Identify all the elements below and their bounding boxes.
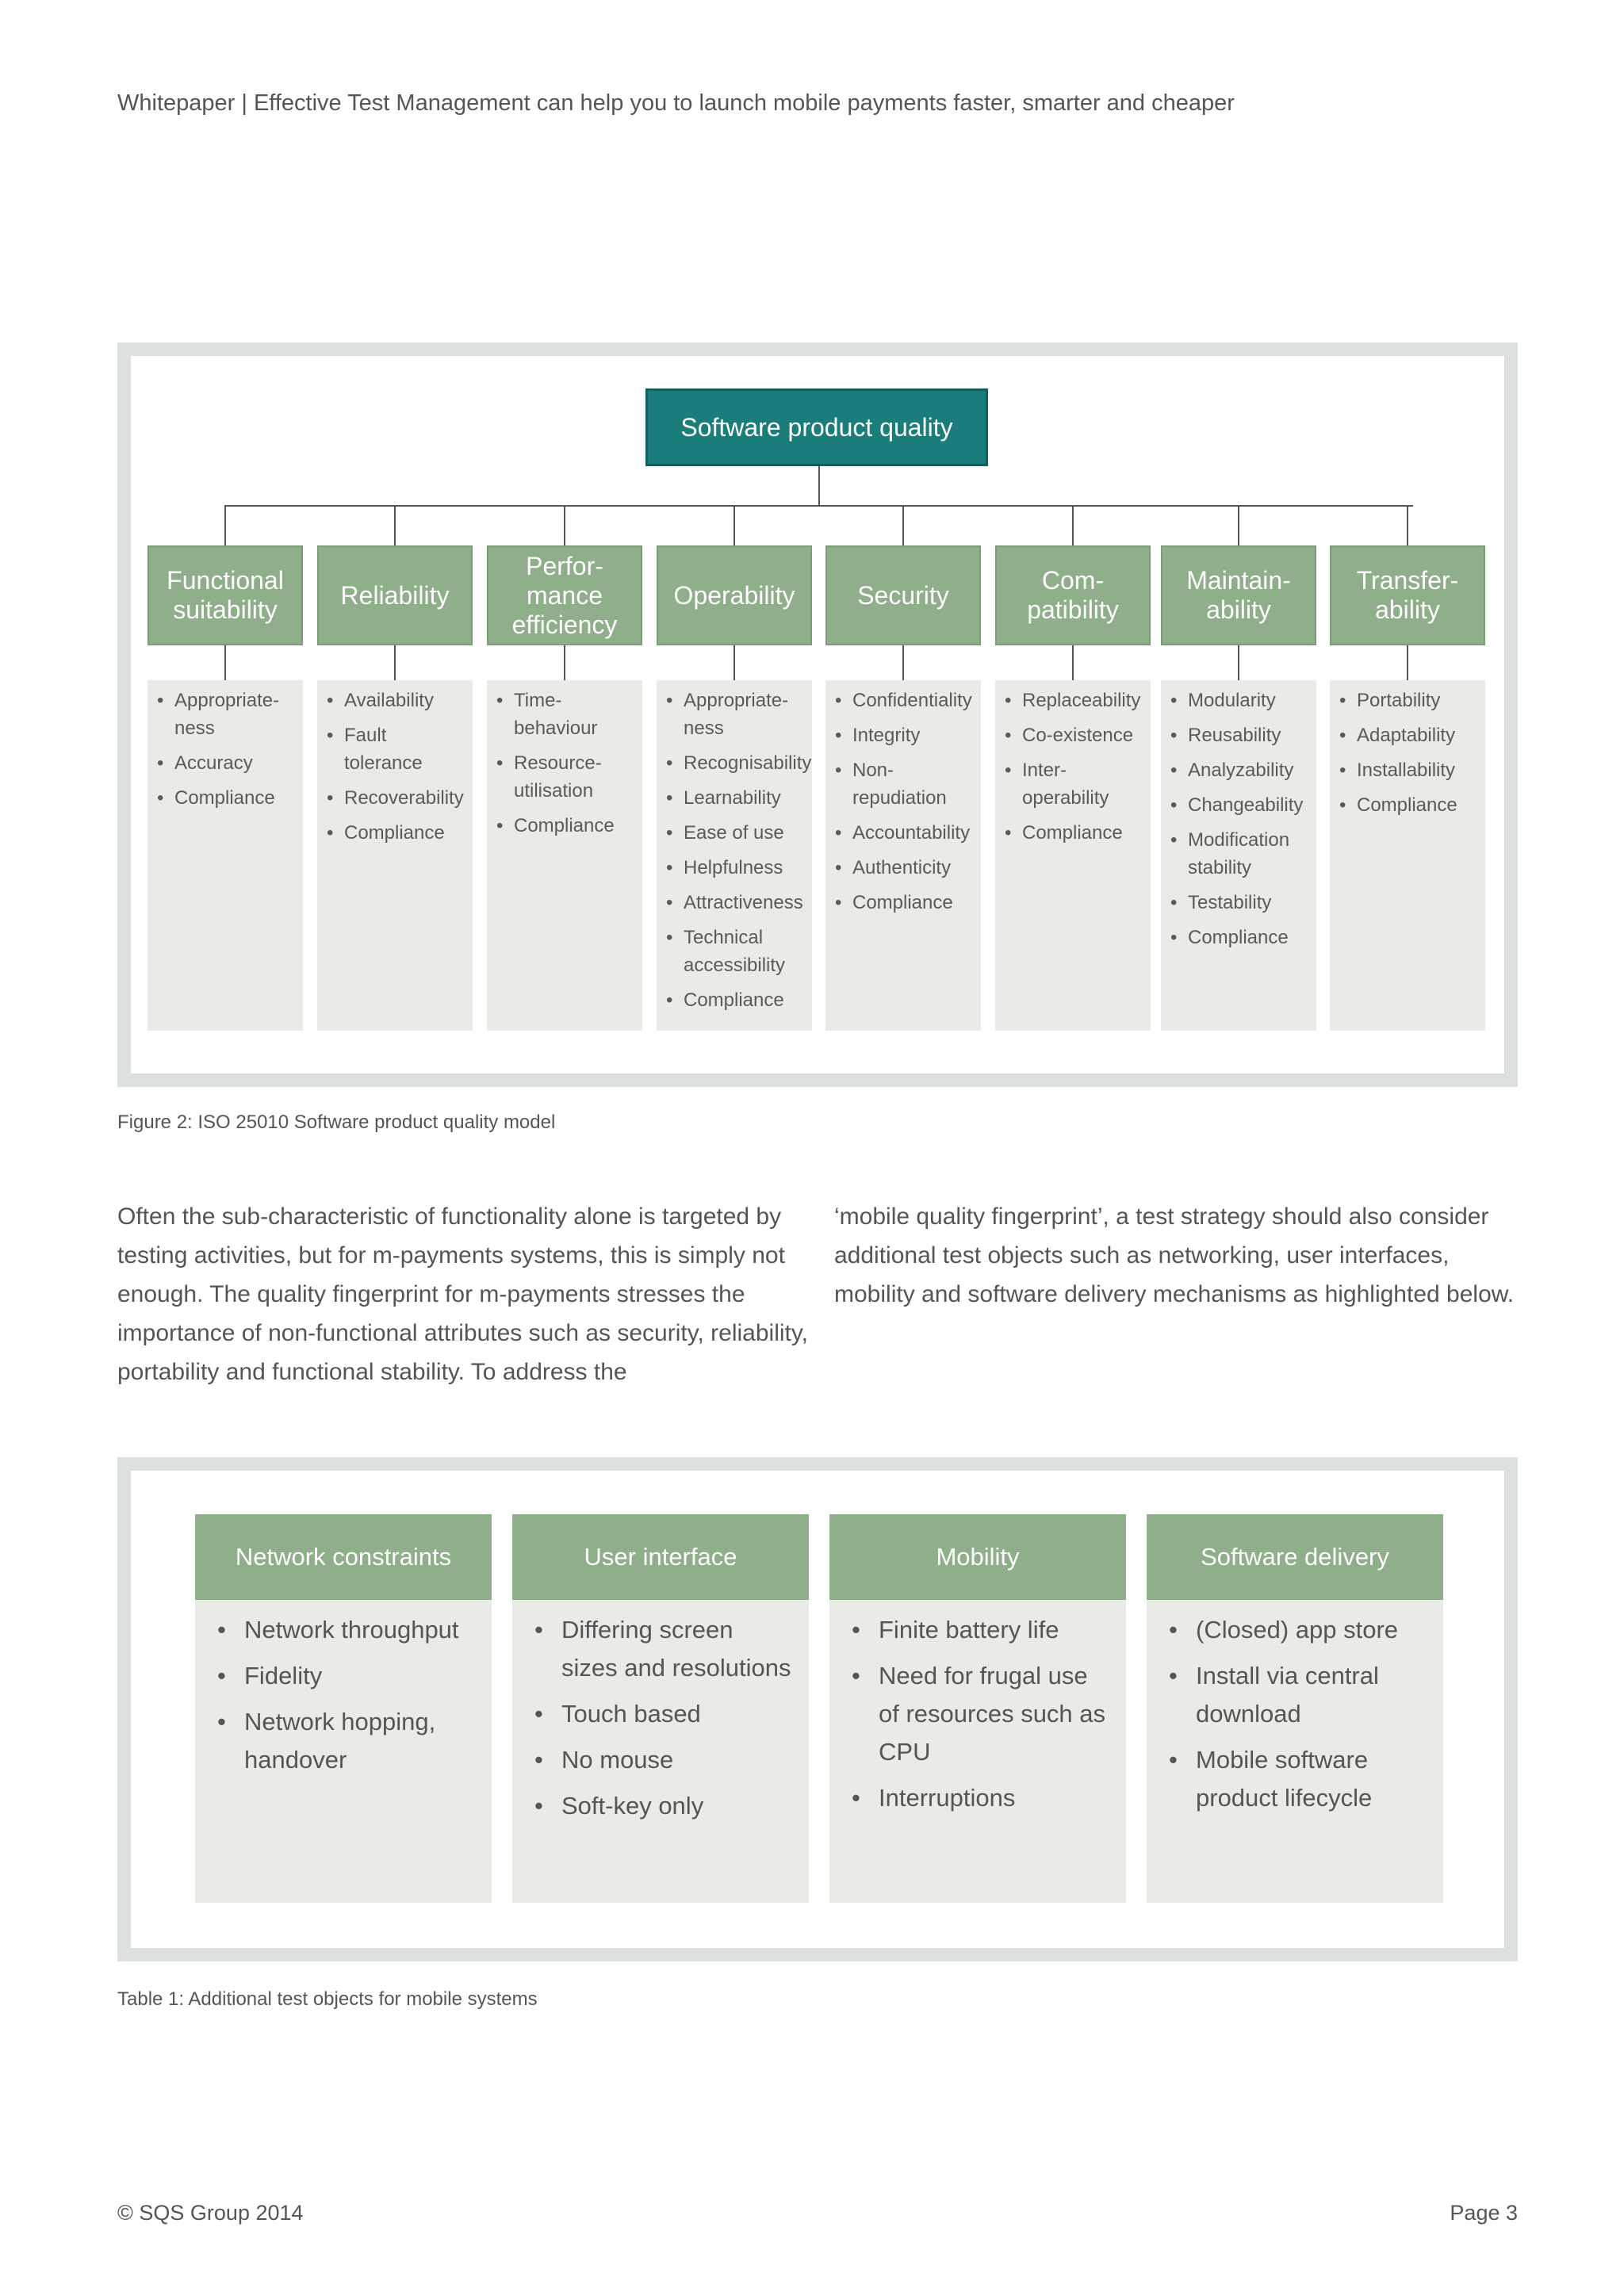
table-list-item: • (Closed) app store <box>1162 1611 1427 1649</box>
connector-to-subitems <box>224 645 226 680</box>
category-label: Com- patibility <box>1027 566 1119 624</box>
subcharacteristic-item: • Helpfulness <box>661 854 807 882</box>
table-column-body <box>829 1600 1126 1903</box>
page-header: Whitepaper | Effective Test Management can help you to launch mobile payments faster, smarter and cheaper <box>117 90 1235 116</box>
category-box <box>657 545 812 645</box>
subcharacteristics-list <box>147 680 303 1031</box>
subcharacteristic-item: • Technical accessibility <box>661 924 807 979</box>
subcharacteristic-item: • Recognisability <box>661 749 807 777</box>
subcharacteristic-item: • Modularity <box>1166 687 1312 714</box>
subcharacteristic-item: • Testability <box>1166 889 1312 916</box>
subcharacteristic-item: • Compliance <box>830 889 976 916</box>
subcharacteristic-item: • Compliance <box>1335 791 1480 819</box>
table-column-header: Software delivery <box>1147 1514 1443 1600</box>
subcharacteristic-item: • Reusability <box>1166 721 1312 749</box>
category-label: Maintain- ability <box>1186 566 1291 624</box>
connector-to-category <box>1238 505 1239 545</box>
connector-to-category <box>394 505 396 545</box>
table-list-item: • Need for frugal use of resources such as CPU <box>845 1657 1110 1771</box>
table-list-item: • Interruptions <box>845 1779 1110 1817</box>
connector-to-subitems <box>394 645 396 680</box>
subcharacteristic-item: • Accuracy <box>152 749 298 777</box>
connector-to-category <box>564 505 565 545</box>
subcharacteristic-item: • Recoverability <box>322 784 468 812</box>
subcharacteristic-item: • Learnability <box>661 784 807 812</box>
category-box <box>995 545 1151 645</box>
category-label: Perfor- mance efficiency <box>511 551 618 639</box>
body-text-right: ‘mobile quality fingerprint’, a test strategy should also consider additional test objects such as networking, user interfaces, mobility and software delivery mechanisms as highlighted below. <box>834 1203 1515 1307</box>
page-number: Page 3 <box>1450 2201 1518 2225</box>
category-box <box>1161 545 1316 645</box>
subcharacteristic-item: • Integrity <box>830 721 976 749</box>
subcharacteristics-list <box>487 680 642 1031</box>
subcharacteristic-item: • Adaptability <box>1335 721 1480 749</box>
subcharacteristic-item: • Modification stability <box>1166 826 1312 882</box>
table-column-body <box>512 1600 809 1903</box>
connector-root-down <box>818 466 820 506</box>
connector-to-subitems <box>564 645 565 680</box>
table-column-header: User interface <box>512 1514 809 1600</box>
table-column-header: Mobility <box>829 1514 1126 1600</box>
connector-to-subitems <box>1407 645 1408 680</box>
table-list-item: • No mouse <box>528 1741 793 1779</box>
subcharacteristic-item: • Authenticity <box>830 854 976 882</box>
connector-to-subitems <box>1238 645 1239 680</box>
table-column-body <box>195 1600 492 1903</box>
connector-to-subitems <box>733 645 735 680</box>
subcharacteristics-list <box>1161 680 1316 1031</box>
subcharacteristic-item: • Appropriate- ness <box>152 687 298 742</box>
subcharacteristic-item: • Availability <box>322 687 468 714</box>
subcharacteristic-item: • Accountability <box>830 819 976 847</box>
subcharacteristic-item: • Co-existence <box>1000 721 1146 749</box>
connector-to-subitems <box>902 645 904 680</box>
category-box <box>487 545 642 645</box>
subcharacteristic-item: • Compliance <box>322 819 468 847</box>
subcharacteristic-item: • Time- behaviour <box>492 687 638 742</box>
connector-to-subitems <box>1072 645 1074 680</box>
category-box <box>317 545 473 645</box>
subcharacteristic-item: • Confidentiality <box>830 687 976 714</box>
table-list-item: • Finite battery life <box>845 1611 1110 1649</box>
category-label: Functional suitability <box>167 566 284 624</box>
table-list-item: • Mobile software product lifecycle <box>1162 1741 1427 1817</box>
subcharacteristic-item: • Inter- operability <box>1000 756 1146 812</box>
connector-to-category <box>224 505 226 545</box>
subcharacteristic-item: • Resource- utilisation <box>492 749 638 805</box>
table-list-item: • Soft-key only <box>528 1787 793 1825</box>
subcharacteristics-list <box>995 680 1151 1031</box>
footer-copyright: © SQS Group 2014 <box>117 2201 304 2225</box>
subcharacteristic-item: • Ease of use <box>661 819 807 847</box>
subcharacteristic-item: • Compliance <box>661 986 807 1014</box>
subcharacteristic-item: • Replaceability <box>1000 687 1146 714</box>
table-caption: Table 1: Additional test objects for mobile systems <box>117 1988 538 2010</box>
table-list-item: • Fidelity <box>211 1657 476 1695</box>
table-column-body <box>1147 1600 1443 1903</box>
table-list-item: • Differing screen sizes and resolutions <box>528 1611 793 1687</box>
subcharacteristic-item: • Compliance <box>1166 924 1312 951</box>
figure-caption: Figure 2: ISO 25010 Software product quality model <box>117 1112 556 1133</box>
connector-to-category <box>902 505 904 545</box>
category-box <box>825 545 981 645</box>
category-box <box>147 545 303 645</box>
subcharacteristic-item: • Non- repudiation <box>830 756 976 812</box>
subcharacteristic-item: • Analyzability <box>1166 756 1312 784</box>
category-label: Security <box>857 580 949 610</box>
table-list-item: • Network hopping, handover <box>211 1703 476 1779</box>
subcharacteristic-item: • Compliance <box>152 784 298 812</box>
table-list-item: • Install via central download <box>1162 1657 1427 1733</box>
subcharacteristic-item: • Installability <box>1335 756 1480 784</box>
connector-to-category <box>1407 505 1408 545</box>
subcharacteristic-item: • Attractiveness <box>661 889 807 916</box>
subcharacteristic-item: • Compliance <box>1000 819 1146 847</box>
root-node: Software product quality <box>645 388 988 466</box>
table-list-item: • Network throughput <box>211 1611 476 1649</box>
category-label: Operability <box>673 580 795 610</box>
subcharacteristics-list <box>657 680 812 1031</box>
subcharacteristics-list <box>1330 680 1485 1031</box>
subcharacteristic-item: • Changeability <box>1166 791 1312 819</box>
table-column-header: Network constraints <box>195 1514 492 1600</box>
category-label: Reliability <box>340 580 450 610</box>
subcharacteristics-list <box>317 680 473 1031</box>
subcharacteristics-list <box>825 680 981 1031</box>
connector-to-category <box>733 505 735 545</box>
subcharacteristic-item: • Appropriate- ness <box>661 687 807 742</box>
body-text-left: Often the sub-characteristic of functionality alone is targeted by testing activities, but for m-payments systems, this is simply not enough. The quality fingerprint for m-payments stresses the importance of non-functional attributes such as security, reliability, portability and functional stability. To address the <box>117 1203 808 1385</box>
table-list-item: • Touch based <box>528 1695 793 1733</box>
category-label: Transfer- ability <box>1356 566 1459 624</box>
connector-horizontal <box>225 505 1413 507</box>
subcharacteristic-item: • Portability <box>1335 687 1480 714</box>
subcharacteristic-item: • Fault tolerance <box>322 721 468 777</box>
category-box <box>1330 545 1485 645</box>
subcharacteristic-item: • Compliance <box>492 812 638 840</box>
connector-to-category <box>1072 505 1074 545</box>
